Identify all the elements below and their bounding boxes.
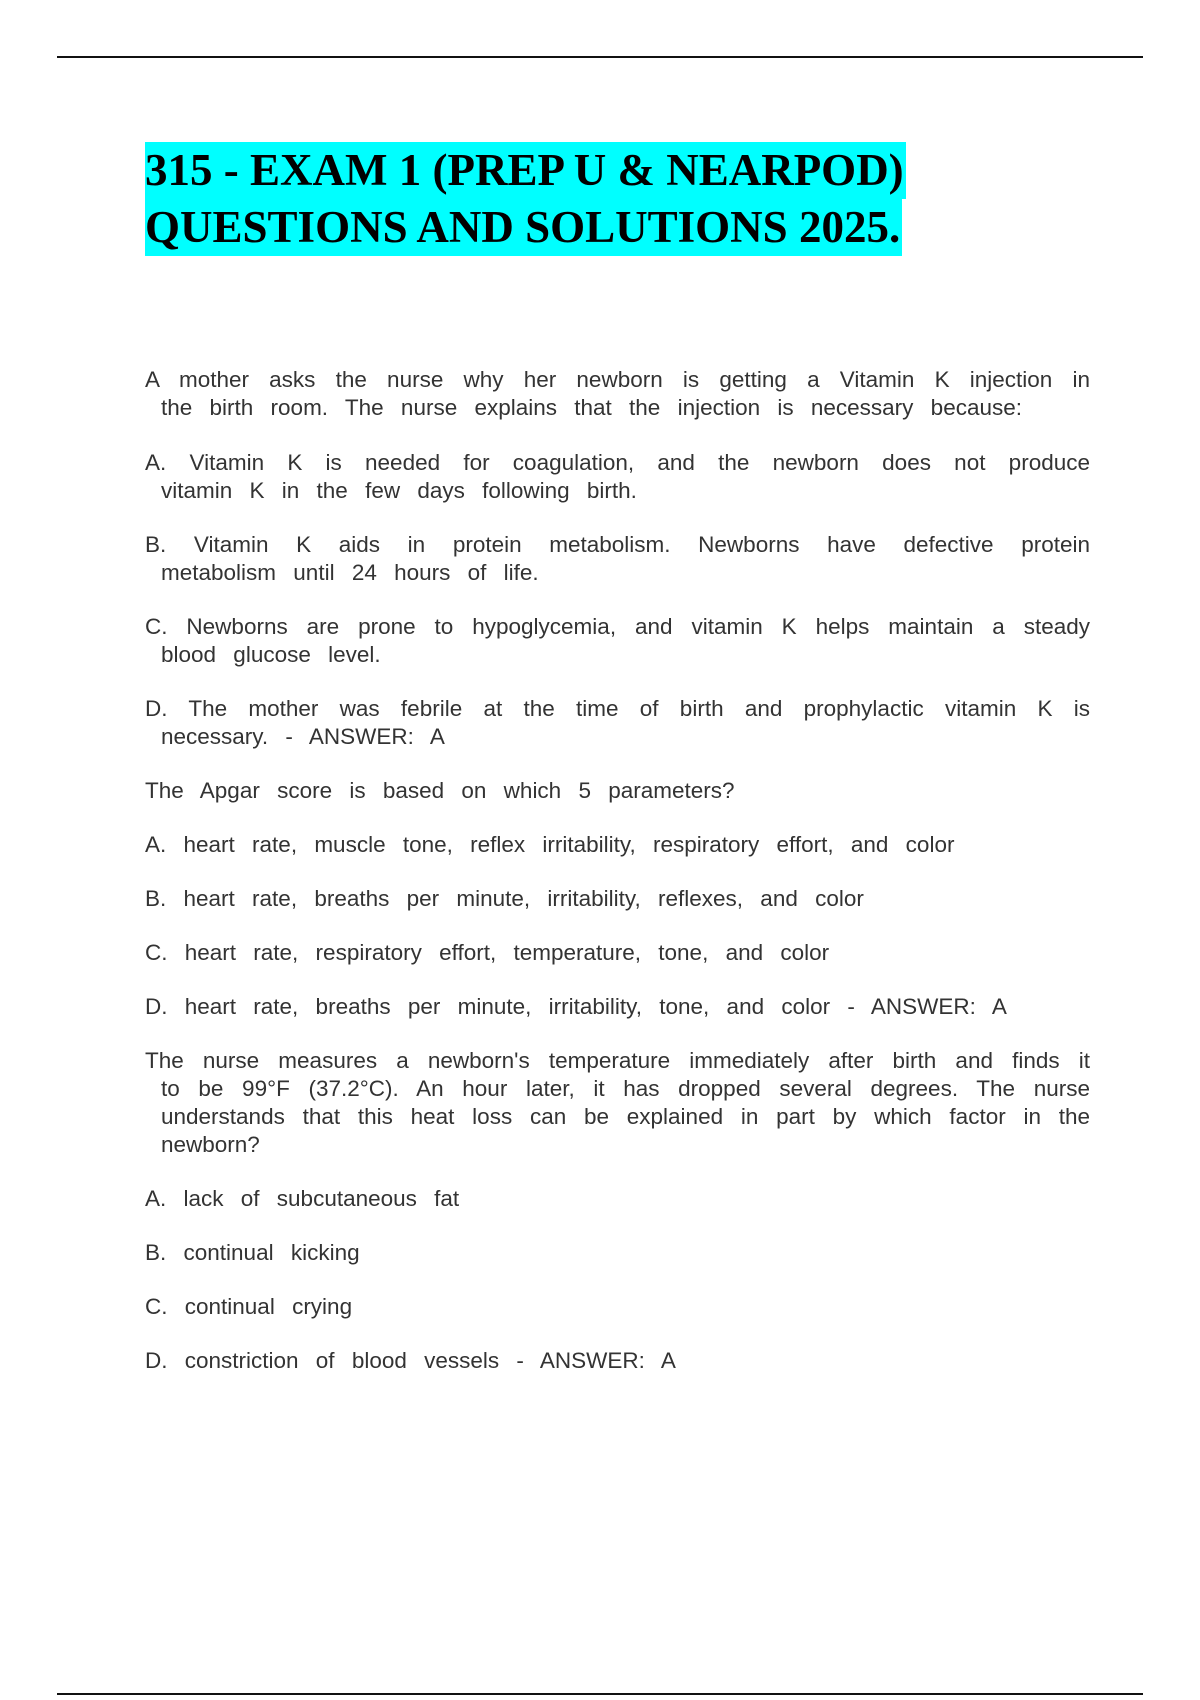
question-2-stem: The Apgar score is based on which 5 parameters? [145, 778, 735, 803]
question-3-option-b: B. continual kicking [145, 1240, 360, 1265]
question-2-option-b: B. heart rate, breaths per minute, irritability, reflexes, and color [145, 886, 864, 911]
bottom-rule [57, 1693, 1143, 1695]
question-1-option-c: C. Newborns are prone to hypoglycemia, and vitamin K helps maintain a steady blood glucose level. [145, 614, 1090, 667]
question-1-option-b: B. Vitamin K aids in protein metabolism. Newborns have defective protein metabolism until 24 hours of life. [145, 532, 1090, 585]
question-1-stem: A mother asks the nurse why her newborn is getting a Vitamin K injection in the birth room. The nurse explains that the injection is necessary because: [145, 367, 1090, 420]
questions-body [145, 366, 1090, 1401]
document-title [145, 142, 1045, 256]
question-3-option-c: C. continual crying [145, 1294, 353, 1319]
title-line-2: QUESTIONS AND SOLUTIONS 2025. [145, 199, 902, 256]
top-rule [57, 56, 1143, 58]
title-line-1: 315 - EXAM 1 (PREP U & NEARPOD) [145, 142, 906, 199]
question-2-option-c: C. heart rate, respiratory effort, temperature, tone, and color [145, 940, 830, 965]
question-3-option-d: D. constriction of blood vessels - ANSWER: A [145, 1348, 676, 1373]
question-1-option-a: A. Vitamin K is needed for coagulation, and the newborn does not produce vitamin K in the few days following birth. [145, 450, 1090, 503]
question-3-stem: The nurse measures a newborn's temperature immediately after birth and finds it to be 99°F (37.2°C). An hour later, it has dropped several degrees. The nurse understands that this heat loss can be explained in part by which factor in the newborn? [145, 1048, 1090, 1157]
question-2-option-d: D. heart rate, breaths per minute, irritability, tone, and color - ANSWER: A [145, 994, 1007, 1019]
question-1-option-d: D. The mother was febrile at the time of birth and prophylactic vitamin K is necessary. - ANSWER: A [145, 696, 1090, 749]
question-3-option-a: A. lack of subcutaneous fat [145, 1186, 460, 1211]
question-2-option-a: A. heart rate, muscle tone, reflex irritability, respiratory effort, and color [145, 832, 955, 857]
